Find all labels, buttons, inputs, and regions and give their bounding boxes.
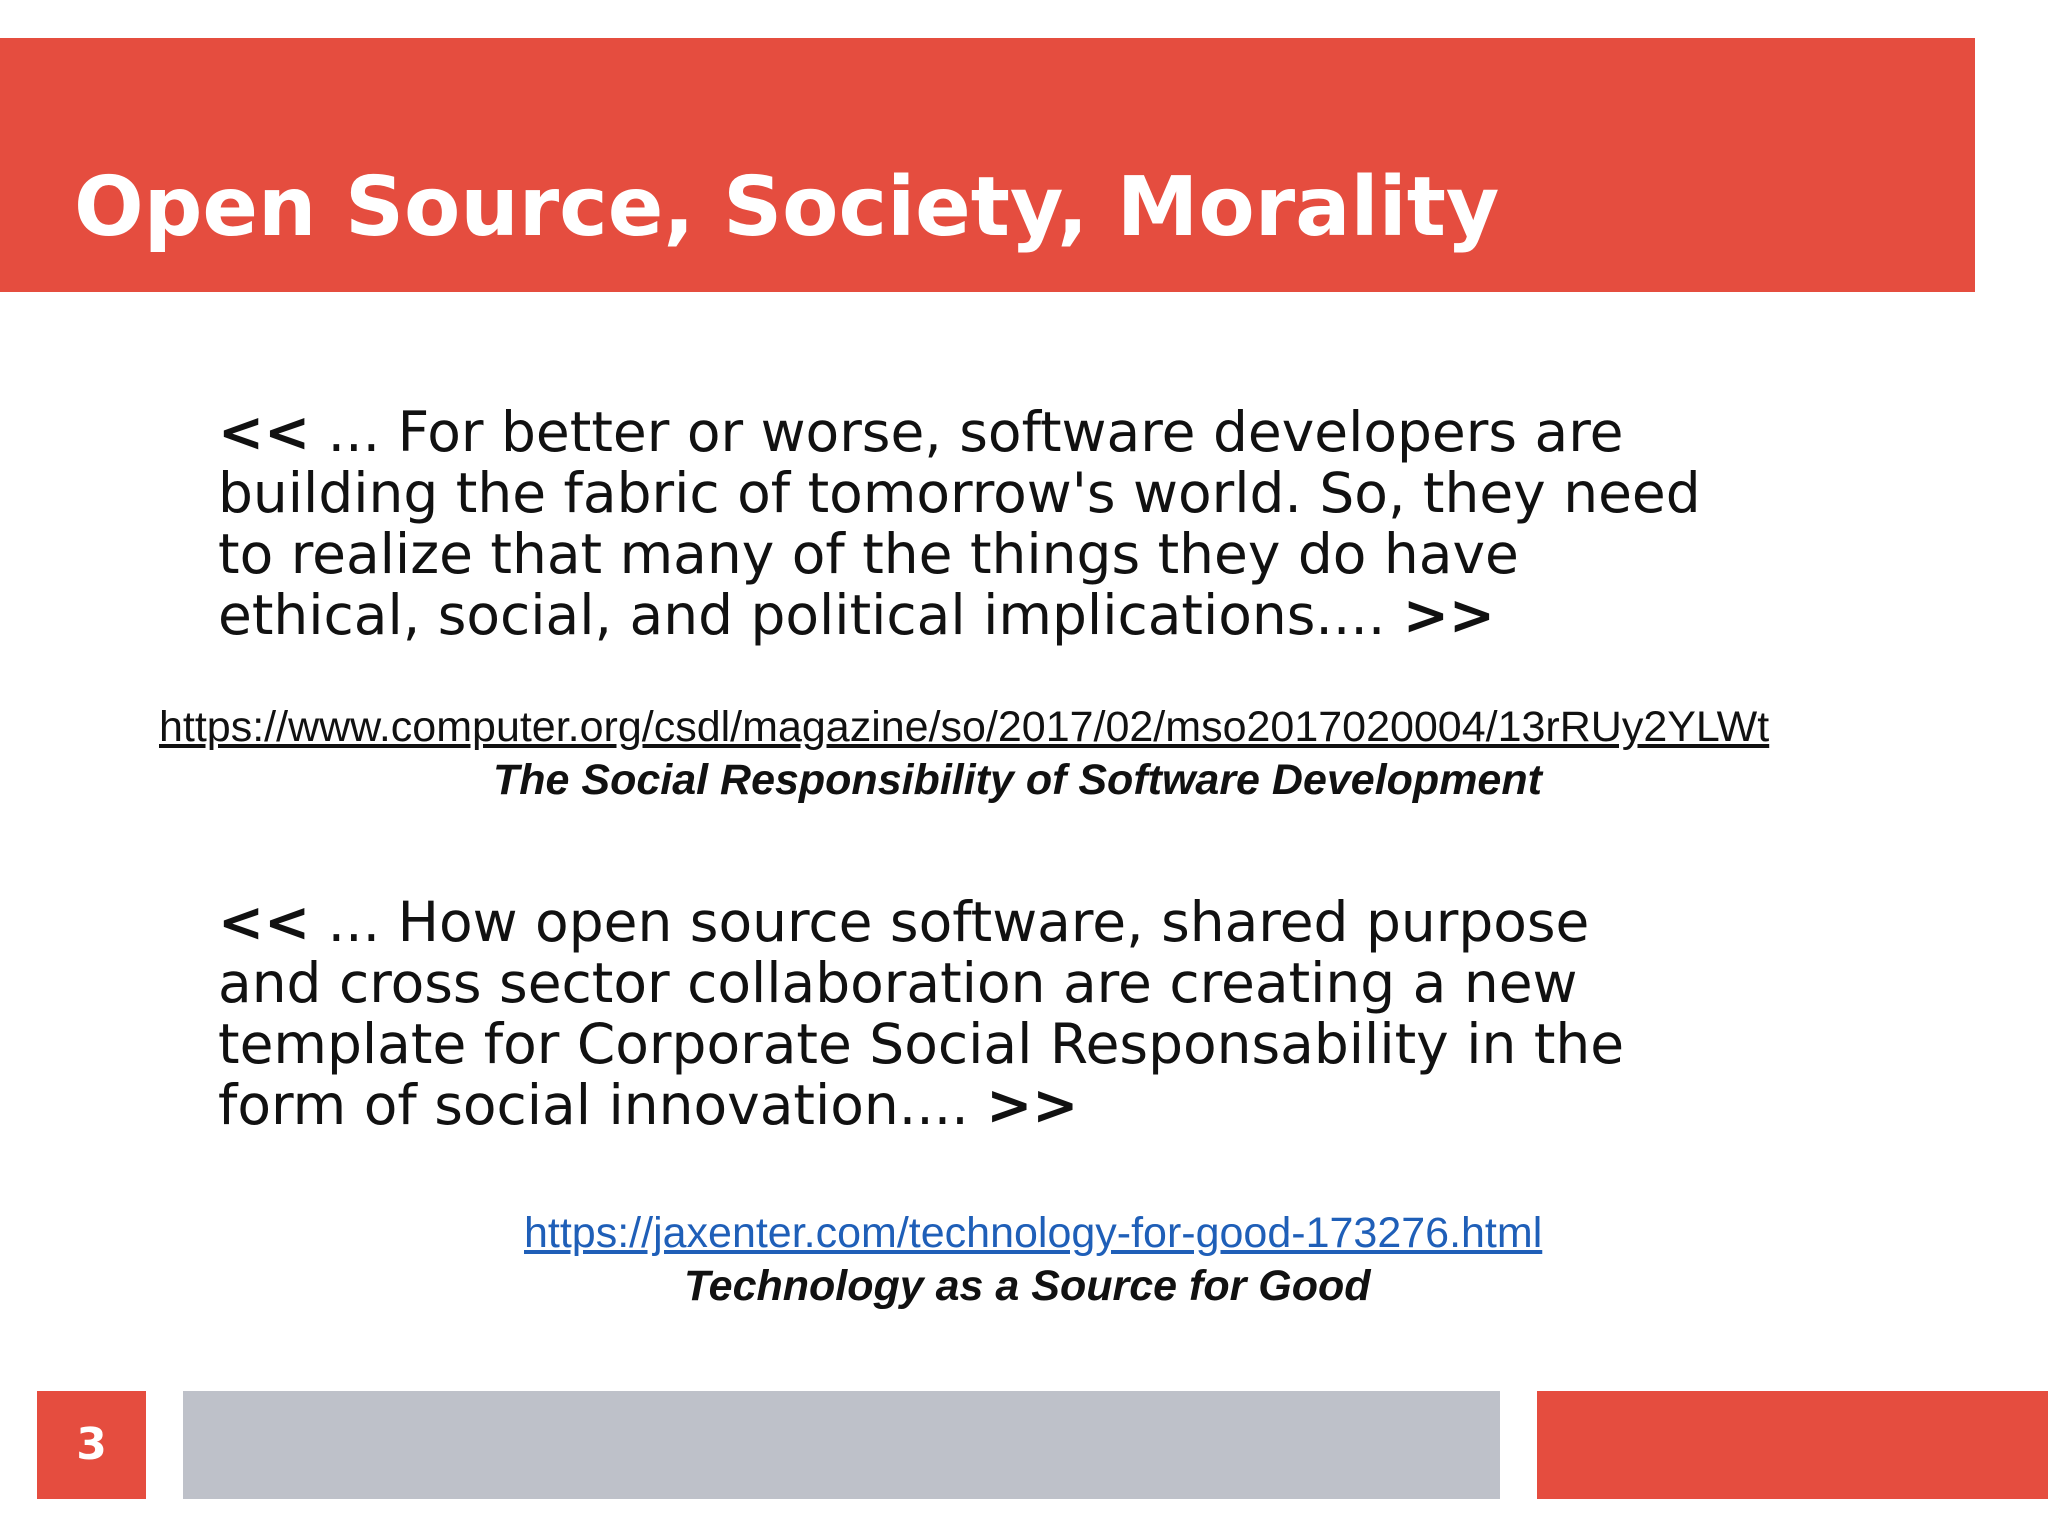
quote-1-line-4: ethical, social, and political implications.... >>: [218, 583, 1496, 647]
source-1-caption: The Social Responsibility of Software Development: [493, 756, 1542, 804]
quote-2-line-1: << ... How open source software, shared purpose: [218, 890, 1590, 954]
footer-gray-bar: [183, 1391, 1500, 1499]
quote-2-line-3: template for Corporate Social Responsability in the: [218, 1012, 1625, 1076]
quote-1: [218, 402, 1818, 646]
quote-1-line-3: to realize that many of the things they do have: [218, 522, 1519, 586]
quote-2-line-2: and cross sector collaboration are creating a new: [218, 951, 1578, 1015]
quote-2-open-mark: <<: [218, 890, 311, 954]
page-number-box: [37, 1391, 146, 1499]
quote-1-close-mark: >>: [1402, 583, 1496, 647]
quote-1-open-mark: <<: [218, 400, 311, 464]
source-2-link[interactable]: https://jaxenter.com/technology-for-good-173276.html: [524, 1209, 1543, 1257]
page-number: 3: [76, 1419, 107, 1470]
slide-title: Open Source, Society, Morality: [74, 160, 1500, 255]
quote-2: [218, 892, 1818, 1136]
source-2-caption: Technology as a Source for Good: [684, 1262, 1371, 1310]
quote-1-line-2: building the fabric of tomorrow's world. So, they need: [218, 461, 1701, 525]
footer-red-bar: [1537, 1391, 2048, 1499]
quote-1-line-1: << ... For better or worse, software developers are: [218, 400, 1624, 464]
quote-2-close-mark: >>: [986, 1073, 1079, 1137]
source-1-link[interactable]: https://www.computer.org/csdl/magazine/so/2017/02/mso2017020004/13rRUy2YLWt: [159, 703, 1770, 751]
quote-2-line-4: form of social innovation.... >>: [218, 1073, 1079, 1137]
